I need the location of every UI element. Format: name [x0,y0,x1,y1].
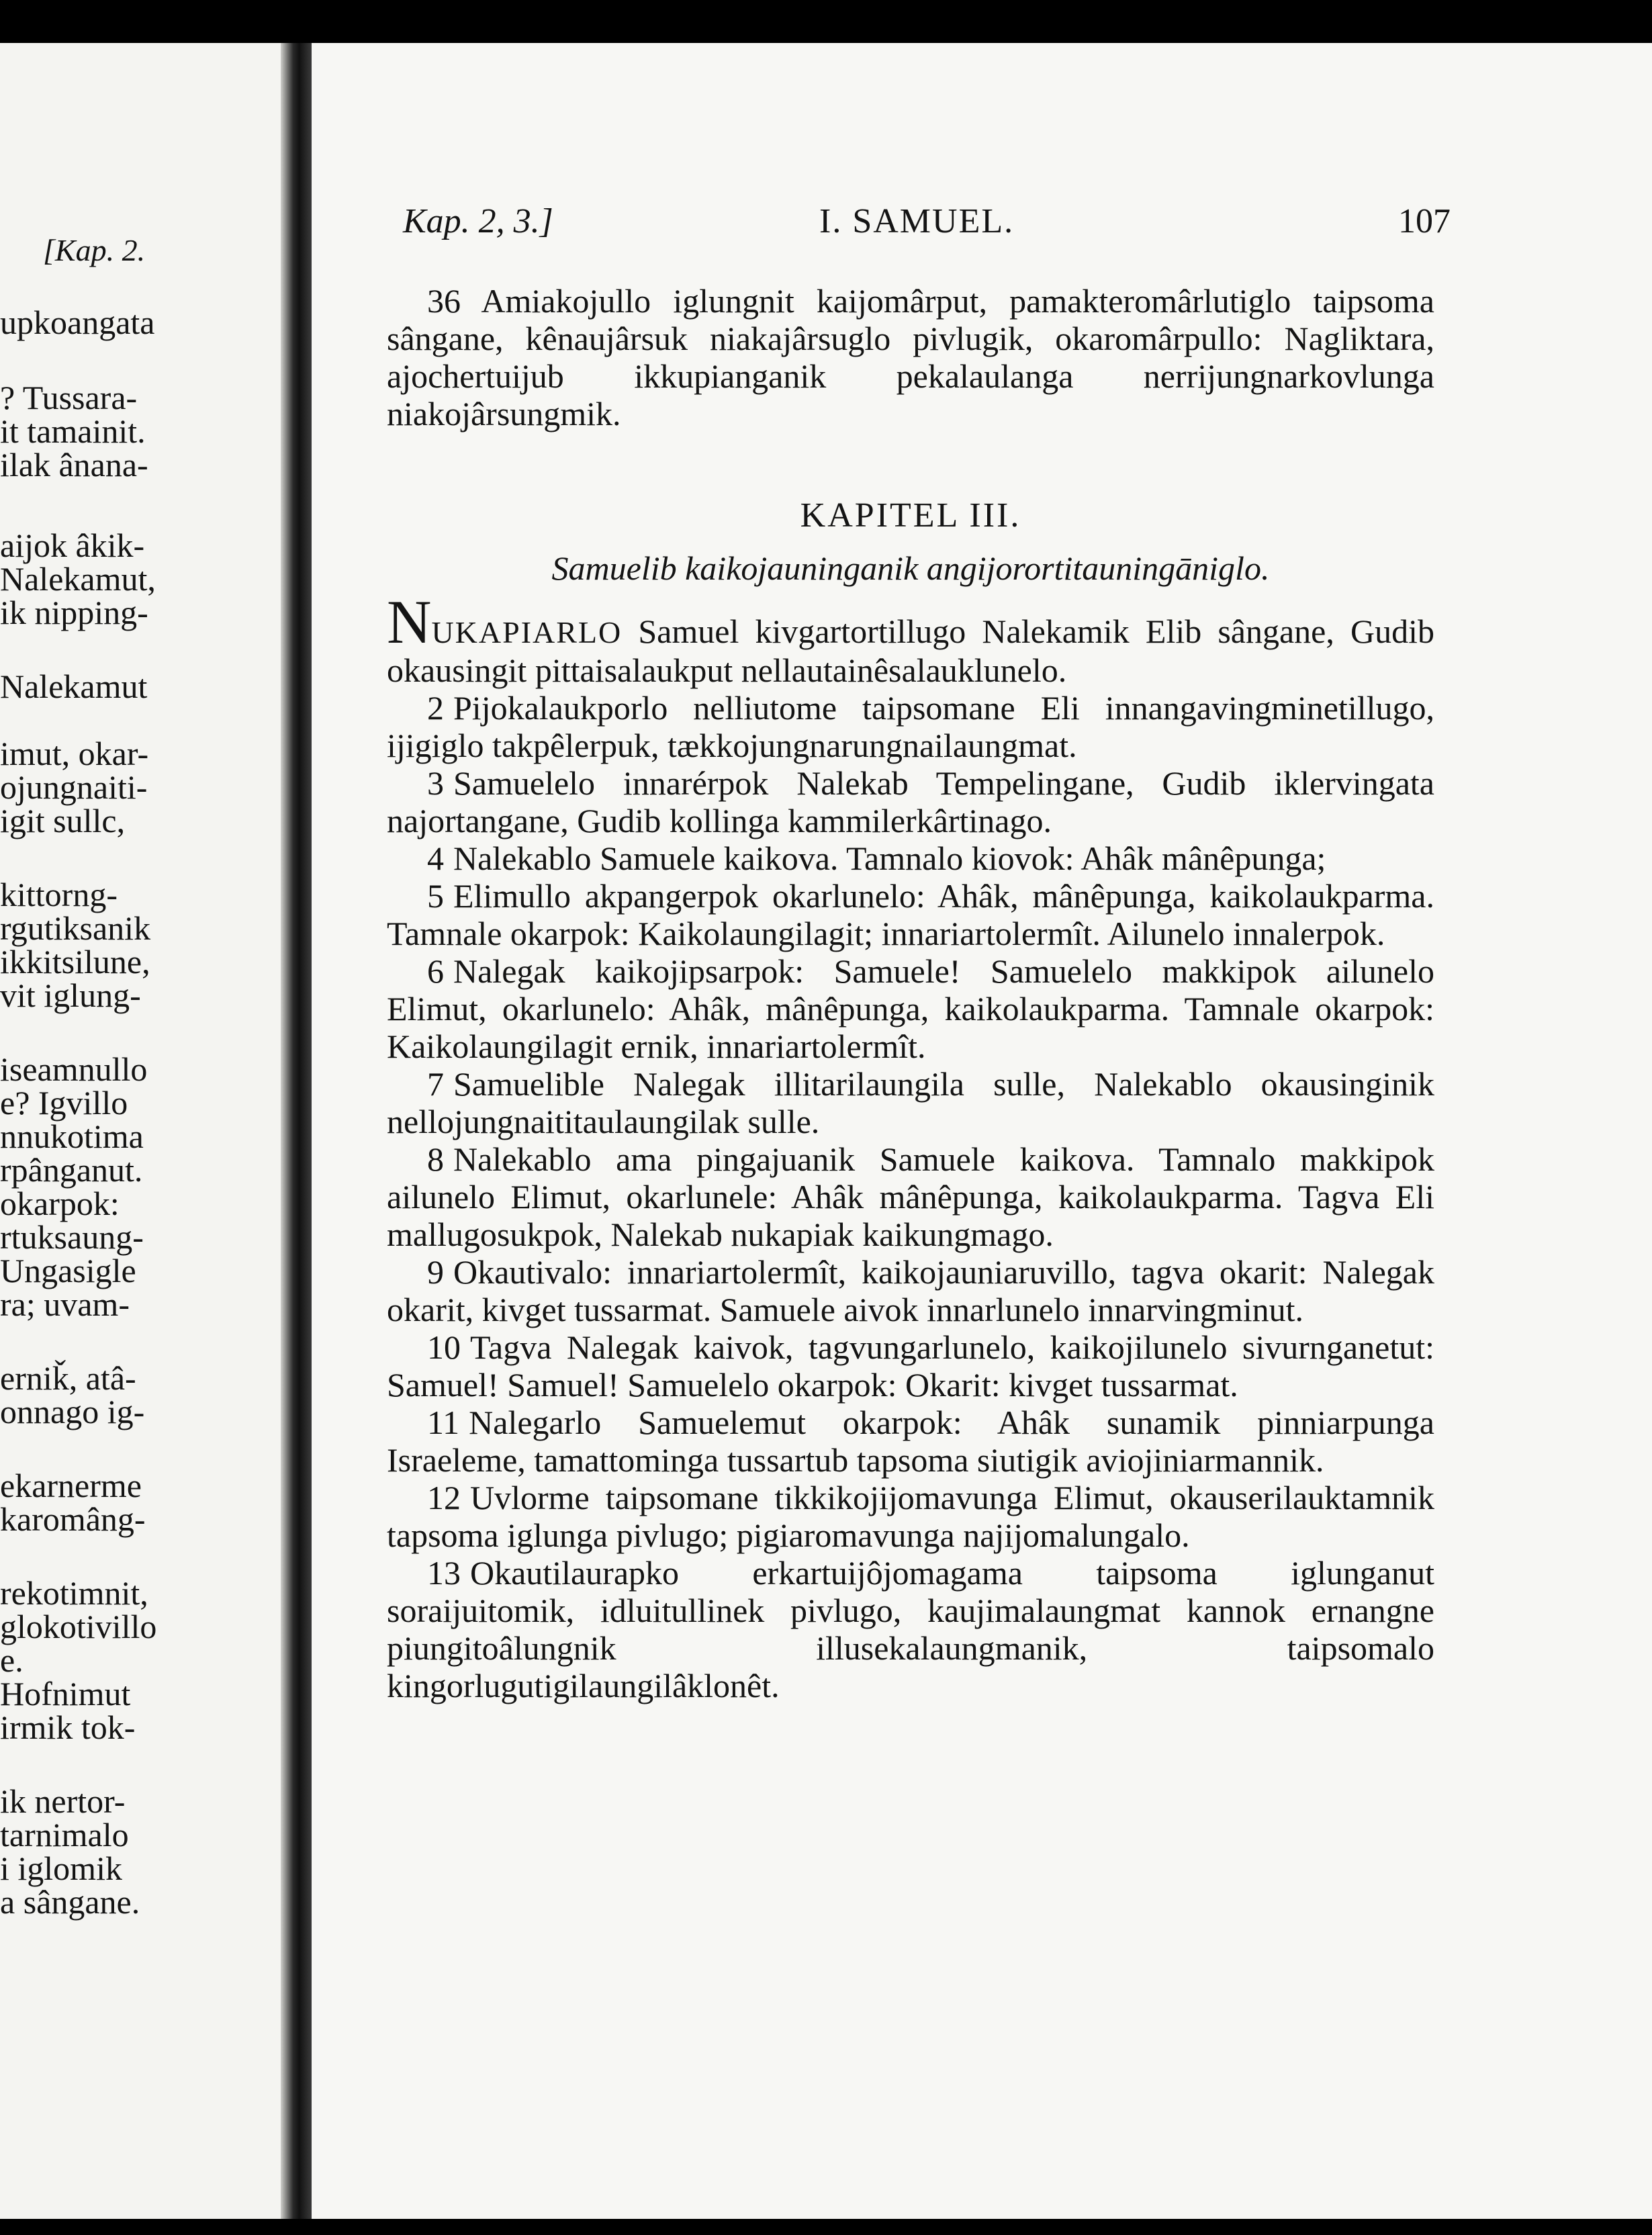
verse [387,877,1434,952]
left-page-line: vit iglung- [0,976,141,1014]
left-page-line: e. [0,1641,24,1679]
page-body [387,282,1434,1704]
chapter-title: KAPITEL III. [800,496,1021,535]
verse [387,1065,1434,1140]
verse-text: Nalekablo ama pingajuanik Samuele kaikova. Tamnalo makkipok ailunelo Elimut, okarlunele: Ahâk mânêpunga, kaikolaukparma. Tagva Eli mallugosukpok, Nalekab nukapiak kaikungmago. [387,1140,1434,1253]
verse [387,1554,1434,1704]
left-page-line: kittorng- [0,876,118,913]
left-page-line: rpânganut. [0,1151,143,1189]
verse-list [387,689,1434,1704]
left-page-line: i iglomik [0,1850,122,1887]
left-page-line: igit sullc, [0,802,126,839]
verse-text: Samuelelo innarérpok Nalekab Tempelingane, Gudib iklervingata najortangane, Gudib kollinga kammilerkârtinago. [387,764,1434,839]
left-page-line: karomâng- [0,1500,146,1538]
verse [387,689,1434,764]
left-page-line: Hofnimut [0,1675,131,1713]
verse-number: 9 [427,1253,444,1291]
verse [387,1404,1434,1479]
verse-number: 5 [427,877,444,915]
first-verse-smallcaps: UKAPIARLO [431,615,623,649]
running-head [403,201,1451,248]
left-page-line: aijok âkik- [0,527,145,564]
verse-text: Nalegak kaikojipsarpok: Samuele! Samuelelo makkipok ailunelo Elimut, okarlunelo: Ahâk, mânêpunga, kaikolaukparma. Tamnale okarpok: Kaikolaungilagit ernik, innariartolermît. [387,952,1434,1065]
left-page-line: Nalekamut, [0,560,156,598]
left-page-line: nnukotima [0,1118,144,1155]
verse-text: Uvlorme taipsomane tikkikojijomavunga Elimut, okauserilauktamnik tapsoma iglunga pivlugo; pigiaromavunga najijomalungalo. [387,1479,1434,1554]
header-chapter-ref: Kap. 2, 3.] [403,202,553,240]
verse-number: 7 [427,1065,444,1103]
left-page-line: ik nipping- [0,594,148,631]
verse-text: Pijokalaukporlo nelliutome taipsomane Eli innangavingminetillugo, ijigiglo takpêlerpuk, tækkojungnarungnailaungmat. [387,689,1434,764]
first-verse-text: Samuel kivgartortillugo Nalekamik Elib sângane, Gudib okausingit pittaisalaukput nellautainêsalauklunelo. [387,612,1434,689]
left-page-line: onnago ig- [0,1393,145,1430]
left-page-line: tarnimalo [0,1816,129,1854]
left-page-line: ra; uvam- [0,1285,130,1323]
verse-number: 8 [427,1140,444,1178]
verse [387,764,1434,839]
drop-cap: N [387,588,432,656]
verse-text: Samuelible Nalegak illitarilaungila sulle, Nalekablo okausinginik nellojungnaititaulaungilak sulle. [387,1065,1434,1140]
left-page-line: ekarnerme [0,1467,142,1504]
verse-number: 4 [427,839,444,877]
verse-number: 10 [427,1328,461,1366]
verse [387,839,1434,877]
verse-number: 6 [427,952,444,990]
verse [387,952,1434,1065]
verse [387,1253,1434,1328]
left-page-line: ilak ânana- [0,446,148,484]
verse-text: Tagva Nalegak kaivok, tagvungarlunelo, kaikojilunelo sivurnganetut: Samuel! Samuel! Samuelelo okarpok: Okarit: kivget tussarmat. [387,1328,1434,1404]
verse-number: 12 [427,1479,461,1516]
left-page-line: ojungnaiti- [0,768,148,806]
chapter-summary: Samuelib kaikojauninganik angijorortitauningāniglo. [551,549,1270,587]
left-page-line: ik nertor- [0,1782,126,1820]
first-verse [387,588,1434,689]
left-page-line: it tamainit. [0,412,146,450]
verse-number: 3 [427,764,444,802]
verse-number: 11 [427,1404,460,1441]
left-page-line: okarpok: [0,1185,120,1222]
left-page-line: e? Igvillo [0,1084,128,1122]
left-page-line: imut, okar- [0,735,149,772]
verse-text: Okautivalo: innariartolermît, kaikojauniaruvillo, tagva okarit: Nalegak okarit, kivget tussarmat. Samuele aivok innarlunelo innarvingminut. [387,1253,1434,1328]
left-page-line: rekotimnit, [0,1574,148,1612]
left-page-line: irmik tok- [0,1708,136,1746]
left-page-line: rgutiksanik [0,909,151,947]
verse-text: Okautilaurapko erkartuijôjomagama taipsoma iglunganut soraijuitomik, idluitullinek pivlugo, kaujimalaungmat kannok ernangne piungitoâlungnik illusekalaungmanik, taipsomalo kingorlugutigilaungilâklonêt. [387,1554,1434,1704]
left-page-line: erniǩ, atâ- [0,1359,136,1397]
page-number: 107 [1398,202,1451,240]
verse [387,1140,1434,1253]
book-gutter [281,43,312,2219]
header-book-title: I. SAMUEL. [819,202,1015,240]
left-page-line: upkoangata [0,304,155,341]
verse-number: 13 [427,1554,461,1592]
verse [387,1328,1434,1404]
left-page-line: rtuksaung- [0,1218,144,1256]
left-page-line: Ungasigle [0,1252,136,1289]
opening-verse: 36 Amiakojullo iglungnit kaijomârput, pamakteromârlutiglo taipsoma sângane, kênaujârsuk niakajârsuglo pivlugik, okaromârpullo: Nagliktara, ajochertuijub ikkupianganik pekalaulanga nerrijungnarkovlunga niakojârsungmik. [387,282,1434,432]
left-page-fragment [0,43,281,2219]
verse-text: Nalegarlo Samuelemut okarpok: Ahâk sunamik pinniarpunga Israeleme, tamattominga tussartub tapsoma siutigik aviojiniarmannik. [387,1404,1434,1479]
left-page-line: ? Tussara- [0,379,138,416]
verse-text: Elimullo akpangerpok okarlunelo: Ahâk, mânêpunga, kaikolaukparma. Tamnale okarpok: Kaikolaungilagit; innariartolermît. Ailunelo innalerpok. [387,877,1434,952]
left-page-line: glokotivillo [0,1608,157,1645]
left-page-line: a sângane. [0,1883,140,1921]
left-page-header: [Kap. 2. [43,233,146,267]
left-page-line: ikkitsilune, [0,943,150,980]
left-page-line: Nalekamut [0,668,148,705]
verse-text: Nalekablo Samuele kaikova. Tamnalo kiovok: Ahâk mânêpunga; [453,839,1326,877]
verse-number: 2 [427,689,444,727]
left-page-line: iseamnullo [0,1050,148,1088]
verse [387,1479,1434,1554]
